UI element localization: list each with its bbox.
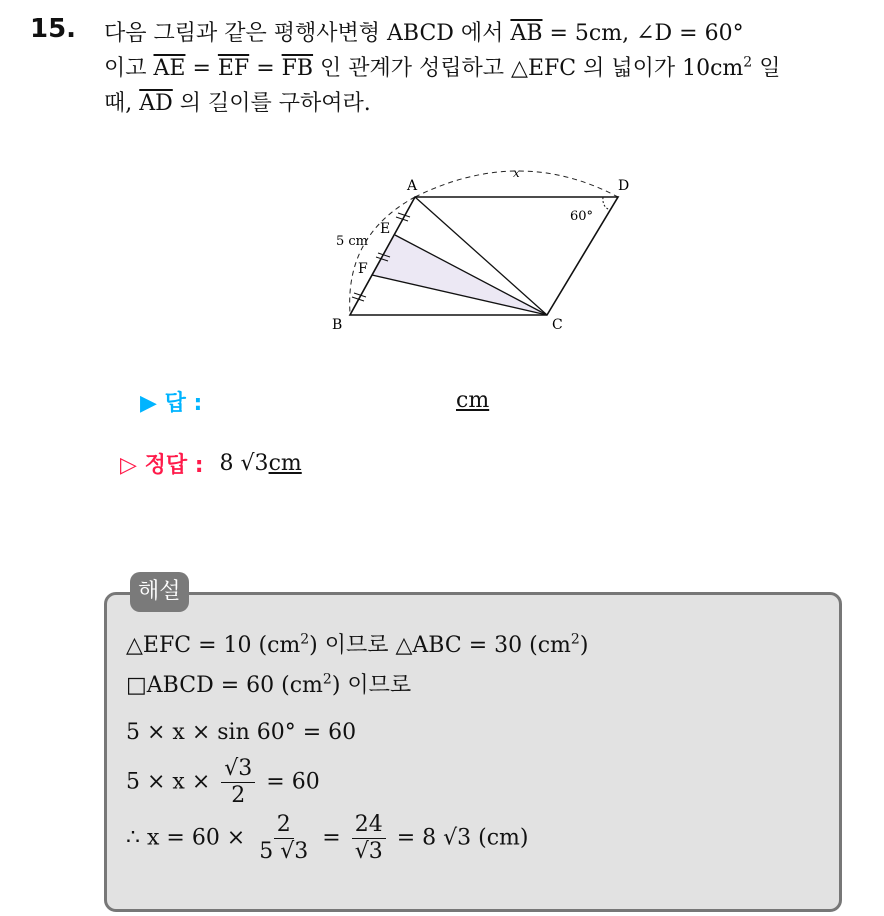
label-c: C [552,317,563,333]
q2-eq2: = [249,56,282,81]
label-5cm: 5 cm [336,234,369,249]
sol2-sup: 2 [322,671,332,688]
answer-row [110,384,490,418]
sol5-den1: 5 √3 [259,839,309,864]
correct-answer-value [220,451,302,476]
label-60deg: 60° [570,209,594,224]
answer-unit-field[interactable]: cm [456,388,490,413]
correct-answer-label: ▷ 정답 : [120,452,204,478]
sol4-den: 2 [231,783,246,808]
key-value-number: 8 √3 [219,450,269,476]
sol5-num2: 24 [352,812,386,839]
label-f: F [358,261,368,277]
question-line-3 [104,86,864,121]
label-a: A [407,178,418,194]
key-value-unit: cm [268,450,302,476]
q2-eq1: = [185,56,218,81]
label-e: E [380,221,391,237]
q2-pre: 이고 [104,56,154,81]
shaded-triangle-efc [372,235,547,315]
sol2-a: □ABCD = 60 (cm [126,673,323,698]
question-line-2 [104,51,864,86]
sol1-sup2: 2 [570,631,580,648]
sol5-eq: = [322,825,341,851]
sol4-num: √3 [221,756,255,783]
q1-pre: 다음 그림과 같은 평행사변형 ABCD 에서 [104,21,511,46]
correct-answer-row [110,446,302,480]
segment-fb: $\overline{FB}$ [281,56,314,81]
label-d: D [618,178,630,194]
solution-line-2 [126,668,411,699]
answer-label: ▶ 답 : [140,390,203,416]
sol4-fraction [221,756,255,809]
sol1-a: △EFC = 10 (cm [126,633,301,658]
sol1-sup1: 2 [300,631,310,648]
solution-line-1 [126,628,588,659]
sol4-pre: 5 × x × [126,769,211,795]
solution-line-3: 5 × x × sin 60° = 60 [126,720,357,745]
solution-tab: 해설 [130,572,189,612]
q3-post: 의 길이를 구하여라. [172,91,371,116]
sol4-post: = 60 [266,769,320,795]
sol1-c: ) [579,633,589,658]
question-line-1 [104,16,864,51]
q2-post: 일 [752,56,781,81]
sol5-pre: ∴ x = 60 × [126,825,246,851]
segment-ef: $\overline{EF}$ [217,56,250,81]
sol2-b: ) 이므로 [331,673,412,698]
q3-pre: 때, [104,91,140,116]
sol5-fraction-2 [352,812,386,865]
sol5-fraction-1 [256,812,311,865]
solution-line-5 [126,812,529,865]
q2-sup: 2 [743,54,753,71]
segment-ae: $\overline{AE}$ [153,56,186,81]
sol5-num1: 2 [274,812,294,839]
question-text [104,16,864,121]
segment-ab: $\overline{AB}$ [510,21,543,46]
sol5-den2: √3 [354,839,383,864]
parallelogram-figure [320,165,650,340]
question-number: 15. [30,14,77,44]
angle-arc-d [603,197,610,210]
solution-line-4 [126,756,320,809]
sol5-post: = 8 √3 (cm) [396,825,529,851]
label-b: B [332,317,343,333]
q1-mid: = 5cm, ∠D = 60° [542,21,744,46]
segment-ad: $\overline{AD}$ [139,91,173,116]
q2-mid: 인 관계가 성립하고 △EFC 의 넓이가 10cm [313,56,744,81]
sol1-b: ) 이므로 △ABC = 30 (cm [309,633,571,658]
label-x: x [513,166,520,180]
